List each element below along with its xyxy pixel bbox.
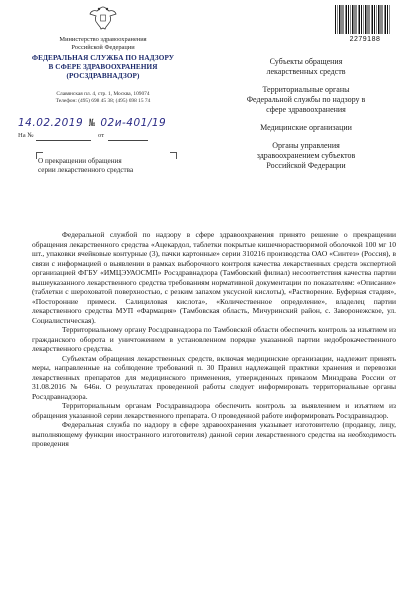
outgoing-number-line bbox=[18, 117, 166, 129]
ot-underline bbox=[108, 140, 148, 141]
outgoing-date: 14.02.2019 bbox=[18, 117, 84, 129]
service-name: ФЕДЕРАЛЬНАЯ СЛУЖБА ПО НАДЗОРУ В СФЕРЕ ЗДРАВООХРАНЕНИЯ (РОСЗДРАВНАДЗОР) bbox=[31, 54, 175, 80]
outgoing-number: 02и-401/19 bbox=[100, 117, 167, 129]
service-address: Славянская пл. 4, стр. 1, Москва, 109074 Телефон: (495) 698 45 38; (495) 698 15 74 bbox=[55, 91, 151, 104]
addressee-item: Органы управления здравоохранением субъектов Российской Федерации bbox=[256, 141, 356, 170]
state-emblem-icon bbox=[88, 4, 118, 32]
addressee-item: Субъекты обращения лекарственных средств bbox=[266, 57, 346, 76]
letter-body bbox=[32, 230, 396, 449]
body-paragraph: Территориальному органу Росздравнадзора по Тамбовской области обеспечить контроль за изъятием из гражданского оборота и уничтожением в установленном порядке указанной партии недоброкачественного лекарственного средства. bbox=[32, 325, 396, 353]
body-paragraph: Субъектам обращения лекарственных средств, включая медицинские организации, надлежит принять меры, направленные на соблюдение требований п. 30 Правил надлежащей практики хранения и перевозки лекарственных препаратов для медицинского применения, утвержденных приказом Минздрава России от 31.08.2016 № 646н. О результатах проведенной работы следует информировать территориальные органы Росздравнадзора. bbox=[32, 353, 396, 401]
body-paragraph: Федеральная служба по надзору в сфере здравоохранения указывает изготовителю (продавцу, лицу, выполняющему функции иностранного изготовителя) данной серии лекарственного средства на необходимость проведения bbox=[32, 420, 396, 448]
na-underline bbox=[36, 140, 91, 141]
letter-subject: О прекращении обращения серии лекарственного средства bbox=[38, 157, 134, 174]
na-label: На № bbox=[18, 132, 34, 139]
barcode-number: 2279188 bbox=[349, 36, 381, 43]
barcode-image bbox=[335, 5, 391, 34]
addressee-item: Территориальные органы Федеральной службы по надзору в сфере здравоохранения bbox=[246, 85, 366, 114]
ministry-name: Министерство здравоохранения Российской Федерации bbox=[59, 36, 147, 51]
body-paragraph: Территориальным органам Росздравнадзора обеспечить контроль за выявлением и изъятием из обращения указанной серии лекарственного препарата. О проведенной работе информировать Росздравнадзор. bbox=[32, 401, 396, 420]
number-sign: № bbox=[88, 118, 95, 129]
ot-label: от bbox=[98, 132, 105, 139]
addressee-block bbox=[216, 57, 396, 179]
reference-line bbox=[18, 132, 208, 142]
body-paragraph: Федеральной службой по надзору в сфере здравоохранения принято решение о прекращении обращения лекарственного средства «Ацекардол, таблетки покрытые кишечнорастворимой оболочкой 100 мг 10 шт., упаковки ячейковые контурные (3), пачки картонные» серии 310216 производства ОАО «Синтез» (Россия), в связи с информацией о выявлении в рамках выборочного контроля качества лекарственных средств экспертной организацией ФГБУ «ИМЦЭУАОСМП» Росздравнадзора (Тамбовский филиал) несоответствия качества партии вышеуказанного лекарственного средства требованиям нормативной документации по показателям: «Описание» (таблетки с шероховатой поверхностью, с резким запахом уксусной кислоты), «Растворение. Буферная стадия», «Посторонние примеси. Салициловая кислота», «Количественное определение», владелец партии лекарственного средства МУП «Фармация» (Тамбовская область, Мичуринский район, с. Заворонежское, ул. Социалистическая). bbox=[32, 230, 396, 325]
addressee-item: Медицинские организации bbox=[260, 123, 352, 132]
